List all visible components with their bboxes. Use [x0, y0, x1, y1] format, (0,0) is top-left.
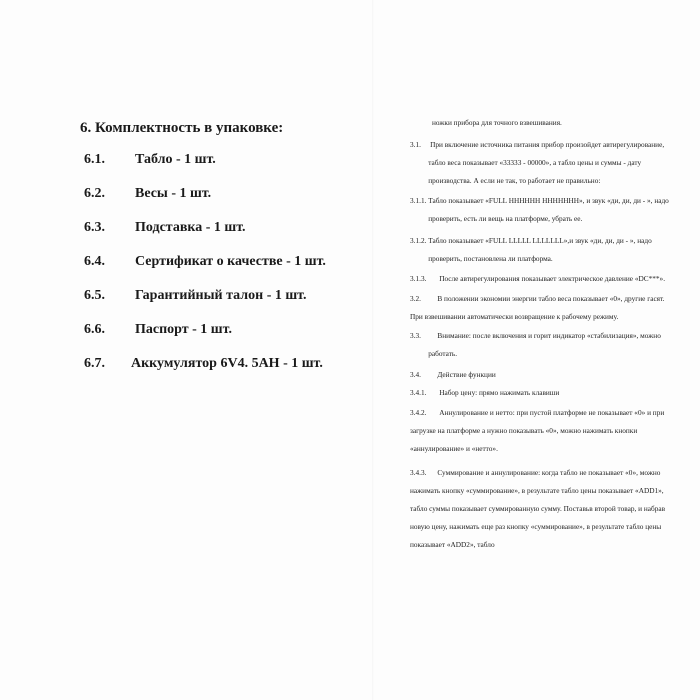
- text-line: табло суммы показывает суммированную сумму. Поставьв второй товар, и набрав: [410, 504, 666, 513]
- item-number: 6.2.: [84, 186, 105, 201]
- text-line: 3.3. Внимание: после включения и горит индикатор «стабилизация», можно: [410, 331, 661, 340]
- text-line: 3.4. Действие функции: [410, 370, 496, 379]
- text-line: 3.4.3. Суммирование и аннулирование: когда табло не показывает «0», можно: [410, 468, 661, 477]
- text-line: проверить, есть ли вещь на платформе, убрать ее.: [410, 214, 583, 223]
- list-item: [80, 288, 370, 322]
- item-text: Сертификат о качестве - 1 шт.: [135, 254, 326, 269]
- list-item: [80, 356, 370, 390]
- item-number: 6.3.: [84, 220, 105, 235]
- text-line: «аннулирование» и «нетто».: [410, 444, 498, 453]
- text-line: показывает «ADD2», табло: [410, 540, 495, 549]
- text-line: 3.1.3. После автирегулирования показывает электрическое давление «DC***».: [410, 274, 666, 283]
- page-fold: [372, 0, 374, 700]
- text-line: нажимать кнопку «суммирование», в результате табло цены показывает «ADD1»,: [410, 486, 664, 495]
- text-line: табло веса показывает «33333 - 00000», а табло цены и суммы - дату: [410, 158, 642, 167]
- item-number: 6.5.: [84, 288, 105, 303]
- list-item: [80, 220, 370, 254]
- text-line: новую цену, нажимать еще раз кнопку «суммирование», в результате табло цены: [410, 522, 662, 531]
- text-line: 3.1. При включение источника питания прибор произойдет автирегулирование,: [410, 140, 665, 149]
- text-line: загрузке на платформе а нужно показывать «0», можно нажимать кнопки: [410, 426, 638, 435]
- text-line: производства. А если не так, то работает не правильно:: [410, 176, 601, 185]
- list-item: [80, 254, 370, 288]
- item-number: 6.6.: [84, 322, 105, 337]
- left-page: [80, 120, 370, 390]
- item-number: 6.1.: [84, 152, 105, 167]
- item-text: Гарантийный талон - 1 шт.: [135, 288, 307, 303]
- item-text: Весы - 1 шт.: [135, 186, 212, 201]
- item-text: Табло - 1 шт.: [135, 152, 216, 167]
- item-number: 6.4.: [84, 254, 105, 269]
- list-item: [80, 152, 370, 186]
- text-line: 3.2. В положении экономии энергии табло веса показывает «0», другие гасят.: [410, 294, 665, 303]
- text-line: проверить, постановлена ли платформа.: [410, 254, 553, 263]
- text-line: 3.4.2. Аннулирование и нетто: при пустой платформе не показывает «0» и при: [410, 408, 665, 417]
- section-title: 6. Комплектность в упаковке:: [80, 120, 284, 136]
- text-line: 3.1.2. Табло показывает «FULL LLLLL LLLLLLL»,и звук «ди, ди, ди - », надо: [410, 236, 652, 245]
- item-number: 6.7.: [84, 356, 105, 371]
- item-text: Подставка - 1 шт.: [135, 220, 246, 235]
- item-text: Аккумулятор 6V4. 5AH - 1 шт.: [131, 356, 323, 371]
- text-line: 3.1.1. Табло показывает «FULL НННННН ННННННН», и звук «ди, ди, ди - », надо: [410, 196, 669, 205]
- list-item: [80, 322, 370, 356]
- list-item: [80, 186, 370, 220]
- item-text: Паспорт - 1 шт.: [135, 322, 232, 337]
- text-line: 3.4.1. Набор цену: прямо нажимать клавиши: [410, 388, 560, 397]
- text-line: При взвешивании автоматически возвращение к рабочему режиму.: [410, 312, 619, 321]
- text-line: ножки прибора для точного взвешивания.: [432, 118, 562, 127]
- text-line: работать.: [410, 349, 458, 358]
